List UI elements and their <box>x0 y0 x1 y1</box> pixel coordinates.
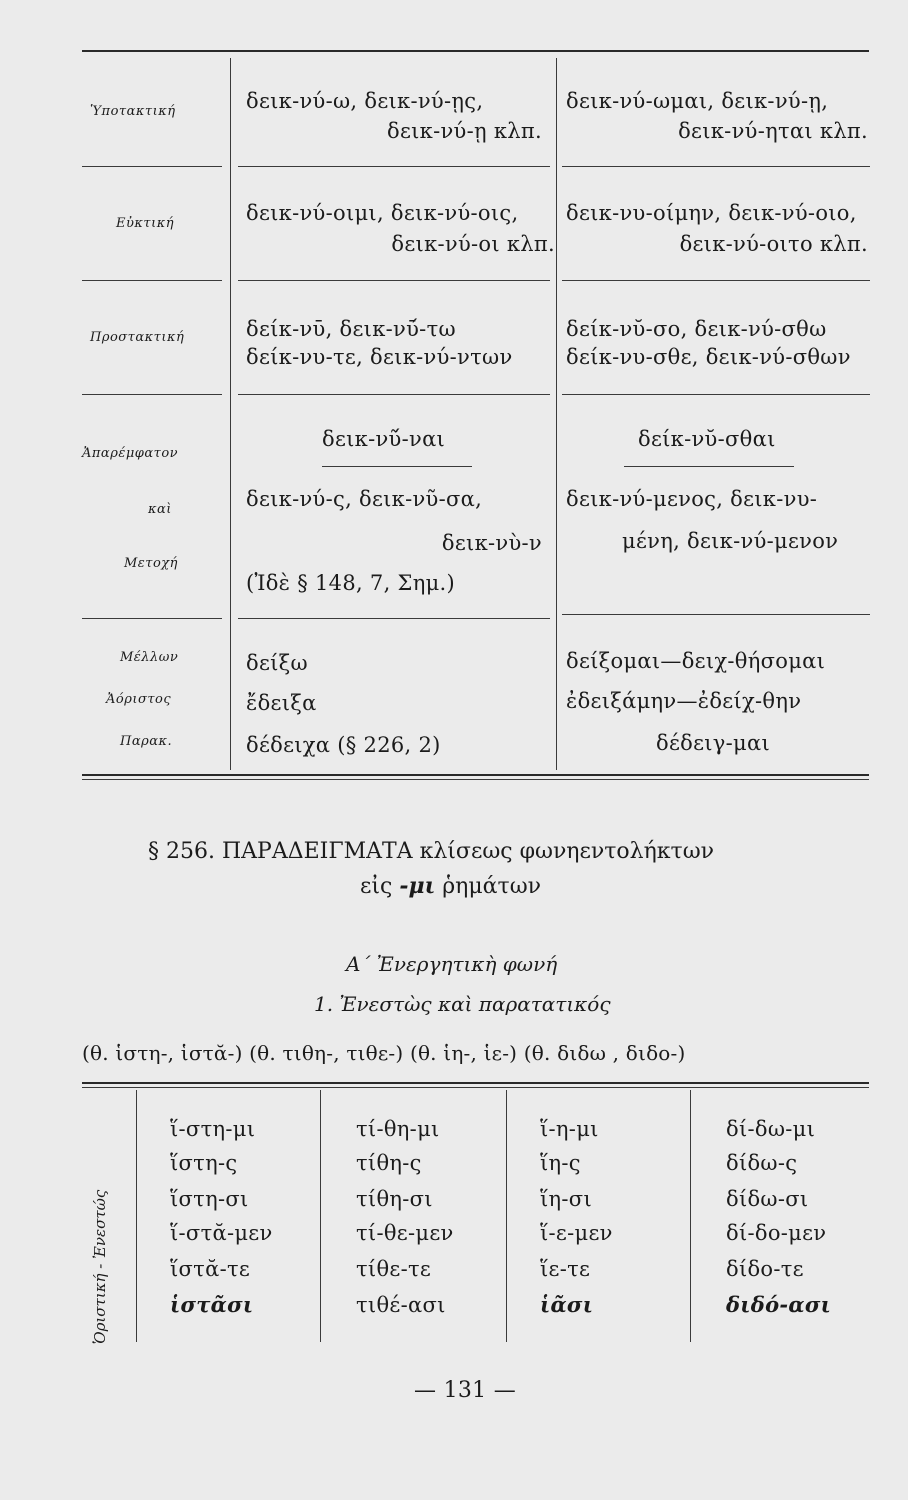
side-label-indicative-present: Ὁριστική - Ἐνεστώς <box>91 1189 109 1345</box>
col-divider-1 <box>230 58 231 770</box>
lower-col-divider-3 <box>690 1090 691 1342</box>
tithemi-3sg: τίθη-σι <box>356 1187 433 1211</box>
perfect-active: δέδειχα (§ 226, 2) <box>246 733 441 757</box>
optative-active-line2: δεικ-νύ-οι κλπ. <box>391 232 555 256</box>
hiemi-2sg: ἵη-ς <box>540 1151 581 1175</box>
aorist-active: ἔδειξα <box>246 691 317 715</box>
heading-word-rhematon: ῥημάτων <box>442 874 542 899</box>
istemi-2sg: ἵστη-ς <box>170 1151 238 1175</box>
participle-active-line1: δεικ-νύ-ς, δεικ-νῦ-σα, <box>246 487 483 511</box>
optative-middle-line1: δεικ-νυ-οίμην, δεικ-νύ-οιο, <box>566 201 857 225</box>
bottom-rule <box>82 774 869 776</box>
imperative-active-line1: δείκ-νῡ, δεικ-νῡ́-τω <box>246 317 456 341</box>
lower-top-rule-thin <box>82 1087 869 1088</box>
voice-heading: Α΄ Ἐνεργητικὴ φωνή <box>346 952 558 976</box>
tithemi-1pl: τί-θε-μεν <box>356 1221 454 1245</box>
imperative-middle-line2: δείκ-νυ-σθε, δεικ-νύ-σθων <box>566 345 851 369</box>
subjunctive-active-line2: δεικ-νύ-ῃ κλπ. <box>387 119 542 143</box>
row-rule <box>82 618 222 619</box>
section-heading-line1: § 256. ΠΑΡΑΔΕΙΓΜΑΤΑ κλίσεως φωνηεντολήκτων <box>148 839 715 864</box>
heading-word-eis: εἰς <box>360 874 393 899</box>
infinitive-middle: δείκ-νῠ-σθαι <box>638 427 776 451</box>
infinitive-rule <box>624 466 794 467</box>
istemi-1sg: ἵ-στη-μι <box>170 1117 256 1141</box>
page-number: — 131 — <box>414 1378 517 1403</box>
tithemi-3pl: τιθέ-ασι <box>356 1293 446 1317</box>
didomi-3sg: δίδω-σι <box>726 1187 809 1211</box>
lower-col-divider-1 <box>320 1090 321 1342</box>
row-rule <box>562 394 870 395</box>
participle-middle-line1: δεικ-νύ-μενος, δεικ-νυ- <box>566 487 818 511</box>
heading-mi: -μι <box>399 873 436 899</box>
label-and: καὶ <box>148 502 172 517</box>
hiemi-1pl: ἵ-ε-μεν <box>540 1221 613 1245</box>
lower-col-divider-0 <box>136 1090 137 1342</box>
istemi-3sg: ἵστη-σι <box>170 1187 249 1211</box>
row-rule <box>238 618 550 619</box>
row-rule <box>562 614 870 615</box>
tithemi-1sg: τί-θη-μι <box>356 1117 440 1141</box>
lower-col-divider-2 <box>506 1090 507 1342</box>
row-label-subjunctive: Ὑποτακτική <box>90 104 176 119</box>
didomi-1sg: δί-δω-μι <box>726 1117 816 1141</box>
istemi-3pl: ἱστᾶσι <box>170 1292 254 1317</box>
didomi-2pl: δίδο-τε <box>726 1257 804 1281</box>
hiemi-2pl: ἵε-τε <box>540 1257 591 1281</box>
optative-middle-line2: δεικ-νύ-οιτο κλπ. <box>679 232 868 256</box>
participle-active-line2: δεικ-νὺ-ν <box>441 531 542 555</box>
didomi-1pl: δί-δο-μεν <box>726 1221 827 1245</box>
subjunctive-middle-line2: δεικ-νύ-ηται κλπ. <box>678 119 868 143</box>
subjunctive-active-line1: δεικ-νύ-ω, δεικ-νύ-ῃς, <box>246 89 484 113</box>
top-rule <box>82 50 869 52</box>
row-rule <box>82 280 222 281</box>
tithemi-2sg: τίθη-ς <box>356 1151 422 1175</box>
infinitive-rule <box>322 466 472 467</box>
row-label-optative: Εὐκτική <box>116 216 175 231</box>
perfect-middle: δέδειγ-μαι <box>656 731 770 755</box>
row-rule <box>82 166 222 167</box>
bottom-rule-thin <box>82 779 869 780</box>
row-rule <box>238 394 550 395</box>
label-infinitive: Ἀπαρέμφατον <box>82 446 179 461</box>
optative-active-line1: δεικ-νύ-οιμι, δεικ-νύ-οις, <box>246 201 519 225</box>
didomi-3pl: διδό-ασι <box>726 1292 832 1317</box>
didomi-2sg: δίδω-ς <box>726 1151 798 1175</box>
row-label-imperative: Προστακτική <box>90 330 185 345</box>
participle-middle-line2: μένη, δεικ-νύ-μενον <box>622 529 839 553</box>
infinitive-active: δεικ-νῦ́-ναι <box>322 427 446 451</box>
imperative-active-line2: δείκ-νυ-τε, δεικ-νύ-ντων <box>246 345 513 369</box>
istemi-2pl: ἵστᾰ-τε <box>170 1257 251 1281</box>
hiemi-1sg: ἵ-η-μι <box>540 1117 599 1141</box>
subjunctive-middle-line1: δεικ-νύ-ωμαι, δεικ-νύ-ῃ, <box>566 89 829 113</box>
hiemi-3sg: ἵη-σι <box>540 1187 592 1211</box>
section-heading-line2 <box>360 872 541 901</box>
future-middle: δείξομαι—δειχ-θήσομαι <box>566 649 826 673</box>
label-aorist: Ἀόριστος <box>106 692 172 707</box>
lower-top-rule <box>82 1082 869 1084</box>
istemi-1pl: ἵ-στᾰ-μεν <box>170 1221 273 1245</box>
col-divider-2 <box>556 58 557 770</box>
row-rule <box>562 166 870 167</box>
tithemi-2pl: τίθε-τε <box>356 1257 432 1281</box>
tense-heading: 1. Ἐνεστὼς καὶ παρατατικός <box>314 992 611 1016</box>
label-participle: Μετοχή <box>124 556 178 571</box>
row-rule <box>562 280 870 281</box>
label-future: Μέλλων <box>120 650 179 665</box>
hiemi-3pl: ἱᾶσι <box>540 1292 594 1317</box>
aorist-middle: ἐδειξάμην—ἐδείχ-θην <box>566 689 802 713</box>
row-rule <box>82 394 222 395</box>
imperative-middle-line1: δείκ-νῠ-σο, δεικ-νύ-σθω <box>566 317 827 341</box>
participle-active-note: (Ἰδὲ § 148, 7, Σημ.) <box>246 571 455 595</box>
label-perfect: Παρακ. <box>120 734 173 749</box>
themes-line: (θ. ἱστη-, ἱστᾰ-) (θ. τιθη-, τιθε-) (θ. ἱη-, ἱε-) (θ. διδω , διδο-) <box>82 1041 686 1065</box>
future-active: δείξω <box>246 651 308 675</box>
row-rule <box>238 166 550 167</box>
row-rule <box>238 280 550 281</box>
